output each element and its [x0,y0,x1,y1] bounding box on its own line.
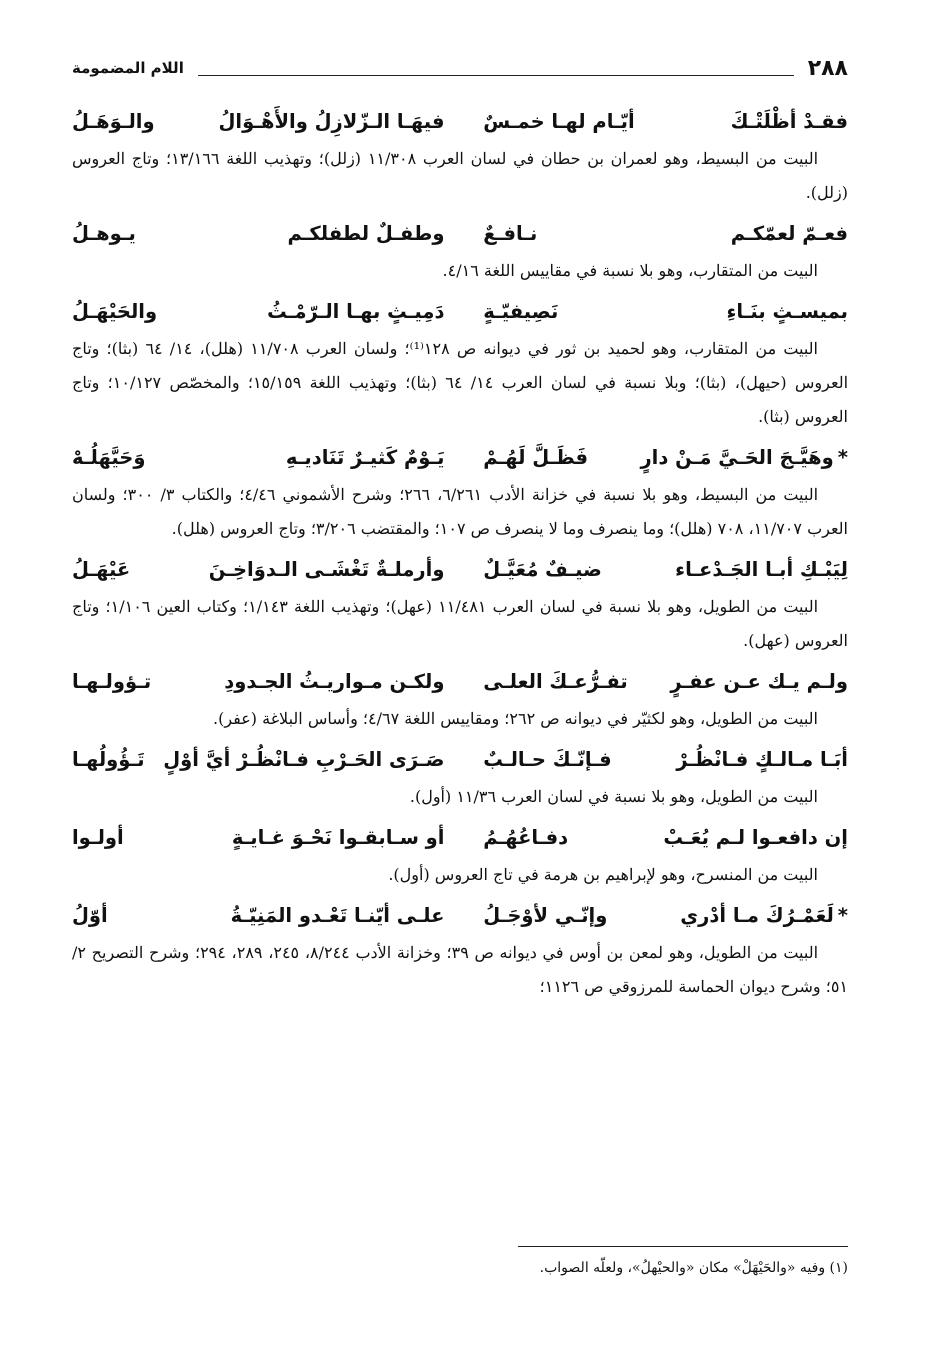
verse-source-note: البيت من المتقارب، وهو بلا نسبة في مقاييس اللغة ٤/١٦. [442,261,818,280]
second-hemistich [72,898,444,934]
hemistich-part: بميسـثٍ بنَـاءِ [726,300,848,323]
hemistich-part: والـوَهَـلُ [72,110,155,133]
hemistich-part: تَـؤُولُهـا [72,748,145,771]
verse-entry [72,664,848,736]
verse-entry [72,820,848,892]
verse-entry [72,216,848,288]
hemistich-part: لِيَبْـكِ أبـا الجَـدْعـاء [675,558,848,581]
hemistich-part: وطفـلٌ لطفلكـم [287,222,445,245]
hemistich-part: ولـم يـك عـن عفـرٍ [670,670,848,693]
verse-entry [72,440,848,546]
hemistich-part: صَـرَى الحَـرْبِ فـانْظُـرْ أيَّ أوْلٍ [163,748,445,771]
verse-line [72,294,848,332]
hemistich-part: نـافـعٌ [483,222,538,245]
hemistich-part: أيّـام لهـا خمـسٌ [483,110,635,133]
verse-line [72,552,848,590]
hemistich-part: ولكـن مـواريـثُ الجـدودِ [224,670,445,693]
hemistich-part: دفـاعُهُـمُ [483,826,569,849]
verse-source-note: البيت من الطويل، وهو لكثيّر في ديوانه ص ٢٦٢؛ ومقاييس اللغة ٤/٦٧؛ وأساس البلاغة (عفر). [212,709,818,728]
verse-line [72,104,848,142]
hemistich-part: فعـمّ لعمّكـم [730,222,848,245]
page-number: ٢٨٨ [807,55,848,81]
verse-entry [72,294,848,434]
verse-entries [72,104,848,1004]
header-rule [198,61,794,76]
verse-entry [72,898,848,1004]
verse-source-note: البيت من الطويل، وهو بلا نسبة في لسان العرب ١١/٣٦ (أول). [409,787,818,806]
second-hemistich [72,664,444,700]
verse-entry [72,742,848,814]
first-hemistich [483,216,848,252]
hemistich-part: وأرملـةٌ تَغْشَـى الـدوَاخِـنَ [208,558,445,581]
first-hemistich [483,820,848,856]
hemistich-part [680,898,848,934]
hemistich-text: وهَيَّـجَ الحَـيَّ مَـنْ دارٍ [640,446,834,469]
book-page [72,50,848,1339]
verse-entry [72,104,848,210]
verse-line [72,216,848,254]
hemistich-part: تـؤولـهـا [72,670,152,693]
verse-line [72,742,848,780]
verse-source-note: البيت من البسيط، وهو بلا نسبة في خزانة الأدب ٦/٢٦١، ٢٦٦؛ وشرح الأشموني ٤/٤٦؛ والكتاب ٣/ ٣٠٠؛ ولسان العرب ١١/٧٠٧، ٧٠٨ (هلل)؛ وما ينصرف وما لا ينصرف ص ١٠٧؛ والمقتضب ٣/٢٠٦؛ وتاج العروس (هلل). [72,485,848,538]
first-hemistich [483,294,848,330]
second-hemistich [72,820,444,856]
verse-line [72,820,848,858]
verse-source-note: البيت من المتقارب، وهو لحميد بن ثور في ديوانه ص ١٢٨⁽¹⁾؛ ولسان العرب ١١/٧٠٨ (هلل)، ١٤/ ٦٤ (بثا)؛ وتاج العروس (حيهل)، (بثا)؛ وبلا نسبة في لسان العرب ١٤/ ٦٤ (بثا)؛ وتهذيب اللغة ١٥/١٥٩؛ والمخصّص ١٠/١٢٧؛ وتاج العروس (بثا). [72,339,849,426]
chapter-title: اللام المضمومة [72,59,184,77]
first-hemistich [483,440,848,476]
second-hemistich [72,552,444,588]
verse-line [72,440,848,478]
verse-line [72,664,848,702]
footnote: (١) وفيه «والحَيْهَلْ» مكان «والحيْهلُ»، ولعلّه الصواب. [539,1260,848,1276]
first-hemistich [483,104,848,140]
hemistich-part: عَيْهَـلُ [72,558,131,581]
second-hemistich [72,216,444,252]
verse-line [72,898,848,936]
hemistich-part: يـوهـلُ [72,222,136,245]
verse-source-note: البيت من البسيط، وهو لعمران بن حطان في لسان العرب ١١/٣٠٨ (زلل)؛ وتهذيب اللغة ١٣/١٦٦؛ وتاج العروس (زلل). [72,149,848,202]
hemistich-text: لَعَمْـرُكَ مـا أدْري [680,904,834,927]
hemistich-part: أبَـا مـالـكٍ فـانْظُـرْ [676,748,848,771]
hemistich-part: فقـدْ أظْلَتْـكَ [730,110,848,133]
hemistich-part: تفـرُّعـكَ العلـى [483,670,628,693]
hemistich-part: دَمِيـثٍ بهـا الـرّمْـثُ [267,300,445,323]
hemistich-part: أو سـابقـوا نَحْـوَ غـايـةٍ [231,826,445,849]
footnote-rule [518,1246,848,1247]
first-hemistich [483,742,848,778]
second-hemistich [72,742,444,778]
second-hemistich [72,440,444,476]
hemistich-part: ضيـفٌ مُعَيَّـلٌ [483,558,602,581]
second-hemistich [72,294,444,330]
verse-entry [72,552,848,658]
second-hemistich [72,104,444,140]
hemistich-part [640,440,848,476]
page-header [72,50,848,86]
verse-source-note: البيت من الطويل، وهو بلا نسبة في لسان العرب ١١/٤٨١ (عهل)؛ وتهذيب اللغة ١/١٤٣؛ وكتاب العين ١/١٠٦؛ وتاج العروس (عهل). [72,597,848,650]
hemistich-part: نَصِيفيّـةٍ [483,300,559,323]
first-hemistich [483,664,848,700]
hemistich-part: فيهَـا الـزّلازِلُ والأَهْـوَالُ [218,110,445,133]
hemistich-part: أولـوا [72,826,124,849]
hemistich-part: فَظَـلَّ لَهُـمْ [483,446,589,469]
star-marker: * [837,904,848,927]
first-hemistich [483,552,848,588]
hemistich-part: إن دافعـوا لـم يُعَـبْ [663,826,848,849]
hemistich-part: وإنّـي لأوْجَـلُ [483,904,608,927]
star-marker: * [837,446,848,469]
hemistich-part: فـإنّـكَ حـالـبٌ [483,748,612,771]
first-hemistich [483,898,848,934]
hemistich-part: وَحَيَّهَلُـهْ [72,446,146,469]
verse-source-note: البيت من المنسرح، وهو لإبراهيم بن هرمة في تاج العروس (أول). [388,865,818,884]
hemistich-part: أوّلُ [72,904,108,927]
hemistich-part: يَـوْمٌ كَثيـرٌ تَنَاديـهِ [285,446,445,469]
hemistich-part: والحَيْهَـلُ [72,300,158,323]
verse-source-note: البيت من الطويل، وهو لمعن بن أوس في ديوانه ص ٣٩؛ وخزانة الأدب ٨/٢٤٤، ٢٤٥، ٢٨٩، ٢٩٤؛ وشرح التصريح ٢/ ٥١؛ وشرح ديوان الحماسة للمرزوقي ص ١١٢٦؛ [72,943,848,996]
hemistich-part: علـى أيّنـا تَعْـدو المَنِيّـةُ [230,904,445,927]
